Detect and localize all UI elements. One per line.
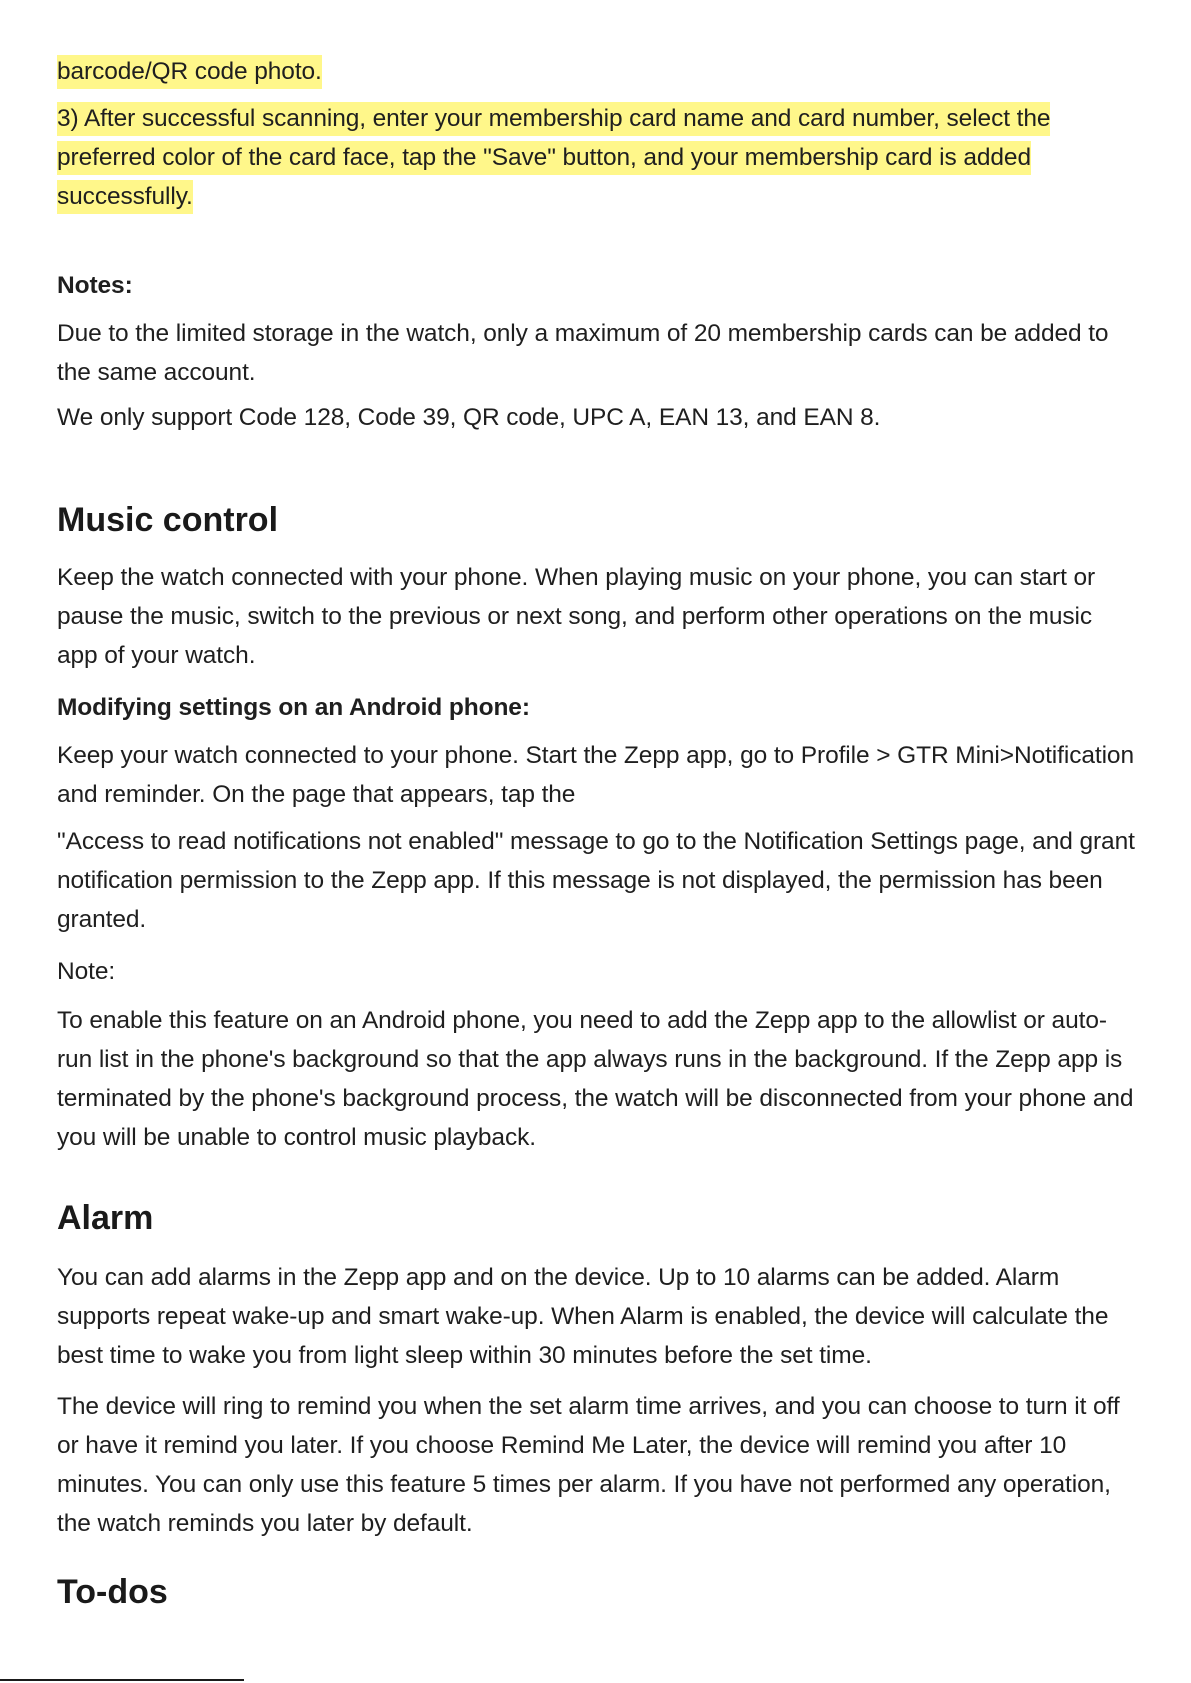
music-access-message: "Access to read notifications not enabled" message to go to the Notification Settings page, and grant notification permission to the Zepp app. If this message is not displayed, the permission has been granted. <box>57 828 1135 933</box>
music-note-label: Note: <box>57 958 116 985</box>
android-settings-label: Modifying settings on an Android phone: <box>57 694 530 721</box>
highlight-barcode-photo: barcode/QR code photo. <box>57 55 322 89</box>
paragraph-after-scanning <box>57 99 1137 216</box>
heading-to-dos: To-dos <box>57 1573 168 1611</box>
notes-supported-codes: We only support Code 128, Code 39, QR code, UPC A, EAN 13, and EAN 8. <box>57 404 881 431</box>
alarm-intro: You can add alarms in the Zepp app and on the device. Up to 10 alarms can be added. Alarm supports repeat wake-up and smart wake-up. When Alarm is enabled, the device will calculate the best time to wake you from light sleep within 30 minutes before the set time. <box>57 1264 1109 1369</box>
notes-label: Notes: <box>57 272 133 299</box>
footer-rule <box>0 1679 244 1681</box>
paragraph-barcode-photo <box>57 52 1137 91</box>
highlight-after-scanning: 3) After successful scanning, enter your membership card name and card number, select the preferred color of the card face, tap the "Save" button, and your membership card is added successfully. <box>57 102 1050 214</box>
music-android-note: To enable this feature on an Android phone, you need to add the Zepp app to the allowlist or auto-run list in the phone's background so that the app always runs in the background. If the Zepp app is terminated by the phone's background process, the watch will be disconnected from your phone and you will be unable to control music playback. <box>57 1007 1134 1151</box>
heading-music-control: Music control <box>57 501 279 539</box>
music-intro: Keep the watch connected with your phone. When playing music on your phone, you can start or pause the music, switch to the previous or next song, and perform other operations on the music app of your watch. <box>57 564 1096 669</box>
alarm-remind-later: The device will ring to remind you when the set alarm time arrives, and you can choose to turn it off or have it remind you later. If you choose Remind Me Later, the device will remind you after 10 minutes. You can only use this feature 5 times per alarm. If you have not performed any operation, the watch reminds you later by default. <box>57 1393 1120 1537</box>
notes-storage-limit: Due to the limited storage in the watch, only a maximum of 20 membership cards can be added to the same account. <box>57 320 1109 386</box>
heading-alarm: Alarm <box>57 1199 154 1237</box>
music-android-steps: Keep your watch connected to your phone. Start the Zepp app, go to Profile > GTR Mini>Notification and reminder. On the page that appears, tap the <box>57 742 1134 808</box>
